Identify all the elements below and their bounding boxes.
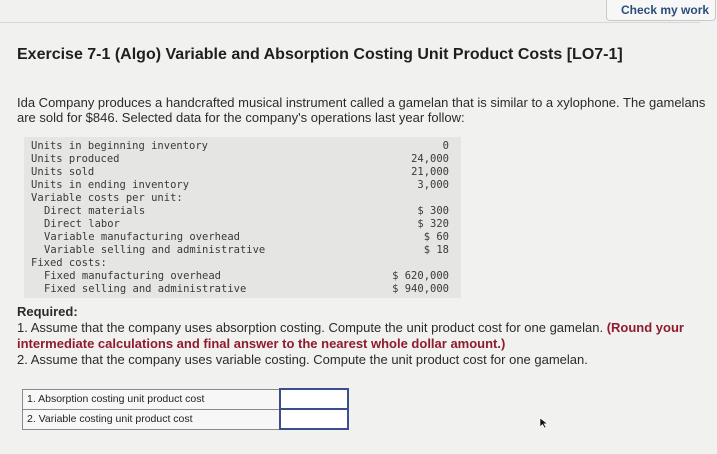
- data-row-value: $ 620,000: [392, 270, 449, 282]
- data-row-value: $ 300: [417, 205, 449, 217]
- data-row-value: $ 60: [423, 231, 449, 243]
- data-row-value: $ 18: [423, 244, 449, 256]
- mouse-pointer-icon: [539, 417, 549, 429]
- data-row: [24, 218, 461, 231]
- variable-cost-input[interactable]: [281, 411, 347, 428]
- data-row: [24, 270, 461, 283]
- data-row: [24, 153, 461, 166]
- intro-line-2: are sold for $846. Selected data for the company's operations last year follow:: [17, 110, 465, 125]
- data-row: [24, 140, 461, 153]
- required-heading: Required:: [17, 304, 78, 319]
- data-row-value: $ 320: [417, 218, 449, 230]
- data-row-label: Fixed costs:: [31, 257, 107, 269]
- data-row-label: Units sold: [31, 166, 95, 178]
- data-row: [24, 166, 461, 179]
- required-item-2: 2. Assume that the company uses variable costing. Compute the unit product cost for one gamelan.: [17, 352, 588, 367]
- data-row-label: Units in ending inventory: [31, 179, 190, 191]
- answer-table: [22, 388, 349, 430]
- data-row-value: 24,000: [411, 153, 449, 165]
- required-item-1-text: 1. Assume that the company uses absorption costing. Compute the unit product cost for one gamelan.: [17, 320, 604, 335]
- company-data-table: [24, 137, 461, 298]
- data-row: [24, 257, 461, 270]
- problem-intro: [17, 95, 717, 125]
- answer-cell[interactable]: [280, 409, 348, 429]
- data-row: [24, 283, 461, 296]
- absorption-cost-input[interactable]: [281, 391, 347, 408]
- data-row-label: Units in beginning inventory: [31, 140, 209, 152]
- data-row-label: Variable manufacturing overhead: [44, 231, 240, 243]
- data-row: [24, 179, 461, 192]
- answer-row: [23, 409, 349, 429]
- required-section: [17, 304, 697, 368]
- answer-label: 2. Variable costing unit product cost: [23, 409, 281, 429]
- required-item-1: [17, 320, 697, 352]
- answer-label: 1. Absorption costing unit product cost: [23, 389, 281, 409]
- data-row-label: Units produced: [31, 153, 120, 165]
- data-row-label: Fixed selling and administrative: [44, 283, 247, 295]
- data-row-label: Variable selling and administrative: [44, 244, 266, 256]
- answer-row: [23, 389, 349, 409]
- exercise-title: Exercise 7-1 (Algo) Variable and Absorption Costing Unit Product Costs [LO7-1]: [17, 46, 623, 63]
- data-row-value: $ 940,000: [392, 283, 449, 295]
- data-row-value: 21,000: [411, 166, 449, 178]
- data-row-value: 0: [442, 140, 449, 152]
- data-row-label: Fixed manufacturing overhead: [44, 270, 222, 282]
- rounding-note: (Round your intermediate calculations and final answer to the nearest whole dollar amount.): [17, 320, 684, 351]
- data-row-label: Direct materials: [44, 205, 146, 217]
- data-row: [24, 231, 461, 244]
- data-row: [24, 192, 461, 205]
- data-row-label: Direct labor: [44, 218, 120, 230]
- data-row-value: 3,000: [417, 179, 449, 191]
- check-my-work-button[interactable]: Check my work: [606, 0, 716, 21]
- data-row-label: Variable costs per unit:: [31, 192, 183, 204]
- data-row: [24, 205, 461, 218]
- data-row: [24, 244, 461, 257]
- header-divider: [0, 22, 700, 23]
- intro-line-1: Ida Company produces a handcrafted musical instrument called a gamelan that is similar to a xylophone. The gamelans: [17, 95, 706, 110]
- answer-cell[interactable]: [280, 389, 348, 409]
